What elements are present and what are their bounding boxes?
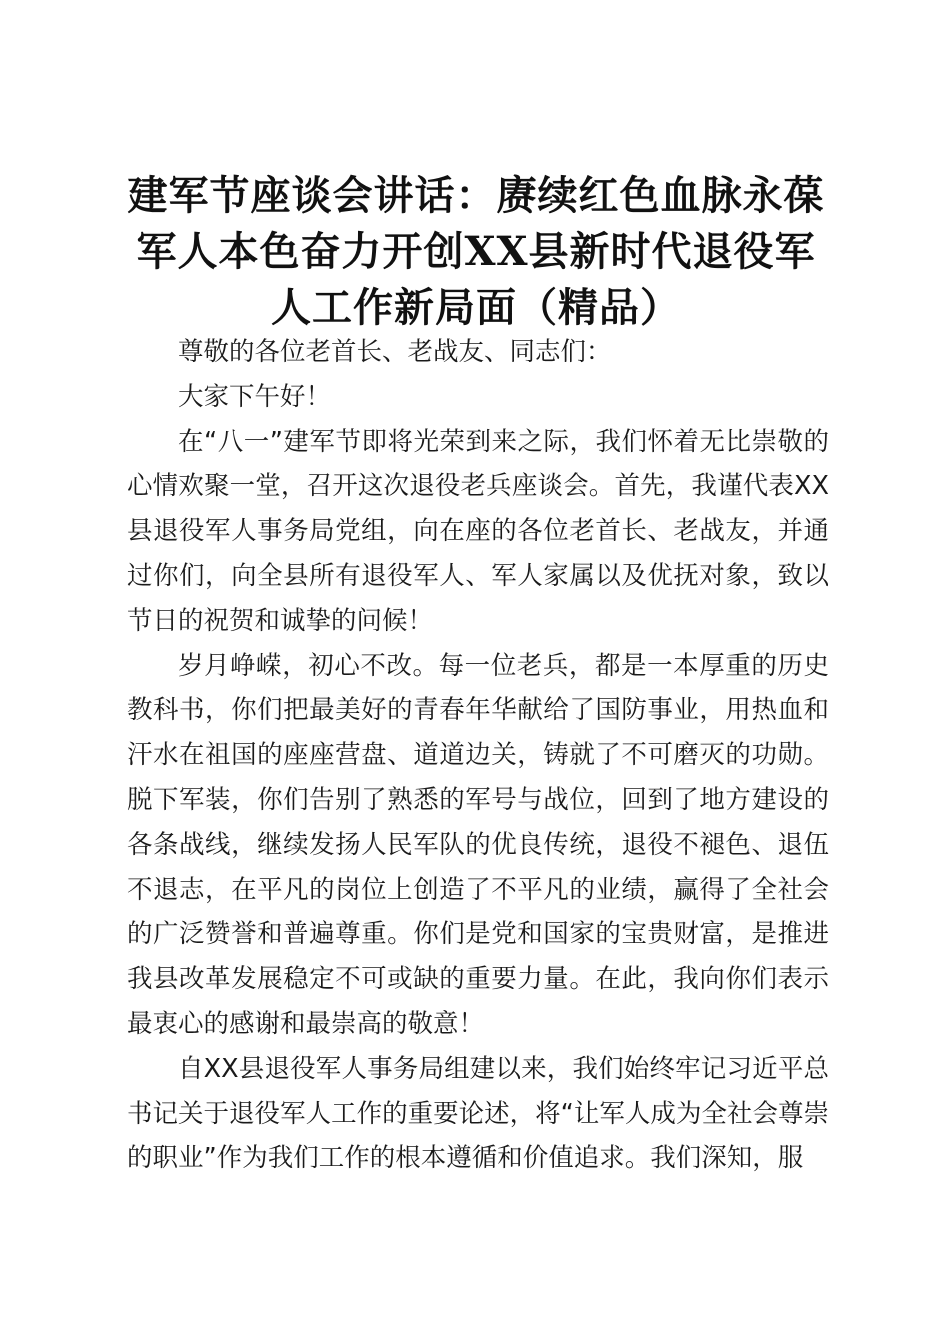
body-paragraph: 在“八一”建军节即将光荣到来之际，我们怀着无比崇敬的心情欢聚一堂，召开这次退役老兵座谈会。首先，我谨代表XX县退役军人事务局党组，向在座的各位老首长、老战友，并通过你们，向全县所有退役军人、军人家属以及优抚对象，致以节日的祝贺和诚挚的问候！ — [127, 426, 829, 636]
body-paragraph: 岁月峥嵘，初心不改。每一位老兵，都是一本厚重的历史教科书，你们把最美好的青春年华献给了国防事业，用热血和汗水在祖国的座座营盘、道道边关，铸就了不可磨灭的功勋。脱下军装，你们告别了熟悉的军号与战位，回到了地方建设的各条战线，继续发扬人民军队的优良传统，退役不褪色、退伍不退志，在平凡的岗位上创造了不平凡的业绩，赢得了全社会的广泛赞誉和普遍尊重。你们是党和国家的宝贵财富，是推进我县改革发展稳定不可或缺的重要力量。在此，我向你们表示最衷心的感谢和最崇高的敬意！ — [127, 650, 829, 1039]
salutation-paragraph: 尊敬的各位老首长、老战友、同志们： — [178, 337, 612, 367]
document-title: 建军节座谈会讲话：赓续红色血脉永葆军人本色奋力开创XX县新时代退役军人工作新局面（精品） — [127, 172, 825, 331]
greeting-paragraph: 大家下午好！ — [178, 381, 332, 412]
document-body — [127, 330, 829, 1181]
body-paragraph: 自XX县退役军人事务局组建以来，我们始终牢记习近平总书记关于退役军人工作的重要论述，将“让军人成为全社会尊崇的职业”作为我们工作的根本遵循和价值追求。我们深知，服 — [127, 1053, 829, 1174]
